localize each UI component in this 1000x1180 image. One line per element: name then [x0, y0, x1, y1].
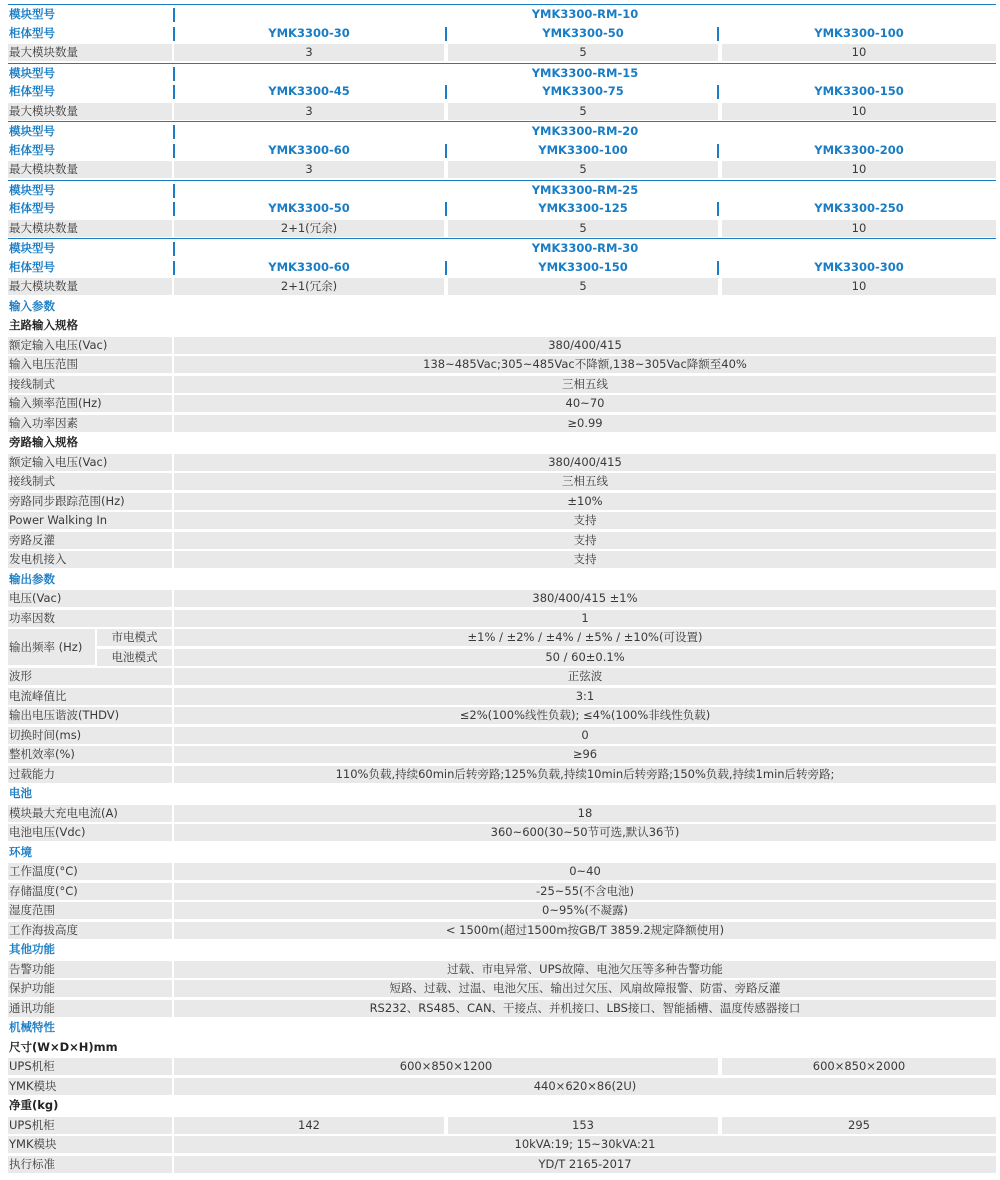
battery-value: 18 — [174, 805, 996, 822]
bypass-input-row — [8, 453, 996, 473]
main-input-subsection — [8, 316, 996, 336]
output-section-title: 输出参数 — [9, 571, 55, 586]
other-function-row — [8, 979, 996, 999]
output-row — [8, 687, 996, 707]
max-modules-value: 5 — [448, 103, 718, 120]
bypass-input-row — [8, 492, 996, 512]
cabinet-model-value: YMK3300-100 — [814, 25, 904, 40]
output-value: 110%负载,持续60min后转旁路;125%负载,持续10min后转旁路;150%负载,持续1min后转旁路; — [174, 766, 996, 783]
column-divider — [717, 202, 719, 216]
module-model-value: YMK3300-RM-15 — [531, 65, 639, 80]
output-row — [8, 706, 996, 726]
bypass-input-row — [8, 511, 996, 531]
other-section — [8, 940, 996, 960]
cabinet-model-value: YMK3300-100 — [538, 142, 628, 157]
cabinet-model-row — [8, 199, 996, 219]
column-divider — [717, 27, 719, 41]
output-frequency-label: 输出频率 (Hz) — [8, 629, 95, 665]
module-model-value: YMK3300-RM-10 — [531, 7, 639, 21]
max-modules-value: 10 — [722, 44, 996, 61]
output-section — [8, 570, 996, 590]
main-input-label: 输入电压范围 — [8, 356, 172, 373]
max-modules-label: 最大模块数量 — [8, 44, 172, 61]
weight-ups-value: 153 — [448, 1117, 718, 1134]
main-input-label: 输入功率因素 — [8, 415, 172, 432]
output-row — [8, 609, 996, 629]
output-label: 输出电压谐波(THDV) — [8, 707, 172, 724]
mains-mode-value: ±1% / ±2% / ±4% / ±5% / ±10%(可设置) — [174, 629, 996, 646]
cabinet-model-value: YMK3300-150 — [538, 259, 628, 274]
bypass-input-value: 支持 — [174, 551, 996, 568]
output-value: 0 — [174, 727, 996, 744]
column-divider — [173, 242, 175, 256]
column-divider — [173, 8, 175, 22]
cabinet-model-value: YMK3300-125 — [538, 201, 628, 215]
bypass-input-subsection-title: 旁路输入规格 — [9, 435, 78, 449]
module-model-value: YMK3300-RM-25 — [531, 182, 639, 197]
main-input-subsection-title: 主路输入规格 — [9, 318, 78, 332]
battery-row — [8, 823, 996, 843]
bypass-input-row — [8, 472, 996, 492]
column-divider — [173, 261, 175, 275]
bypass-input-value: 380/400/415 — [174, 454, 996, 471]
max-modules-label: 最大模块数量 — [8, 161, 172, 178]
environment-row — [8, 862, 996, 882]
mechanical-section-title: 机械特性 — [9, 1020, 55, 1034]
output-label: 功率因数 — [8, 610, 172, 627]
other-function-label: 通讯功能 — [8, 1000, 172, 1017]
weight-ups-label: UPS机柜 — [8, 1117, 172, 1134]
main-input-value: ≥0.99 — [174, 415, 996, 432]
output-frequency-row — [8, 628, 996, 654]
max-modules-label: 最大模块数量 — [8, 278, 172, 295]
max-modules-value: 3 — [174, 103, 444, 120]
weight-module-label: YMK模块 — [8, 1136, 172, 1153]
max-modules-row — [8, 219, 996, 239]
environment-row — [8, 882, 996, 902]
output-label: 切换时间(ms) — [8, 727, 172, 744]
size-ups-label: UPS机柜 — [8, 1058, 172, 1075]
column-divider — [173, 125, 175, 139]
weight-ups-row — [8, 1116, 996, 1136]
max-modules-value: 3 — [174, 44, 444, 61]
bypass-input-value: 支持 — [174, 512, 996, 529]
cabinet-model-value: YMK3300-50 — [542, 25, 624, 40]
module-model-row — [8, 63, 996, 83]
output-label: 电压(Vac) — [8, 590, 172, 607]
main-input-label: 输入频率范围(Hz) — [8, 395, 172, 412]
column-divider — [445, 85, 447, 99]
size-module-label: YMK模块 — [8, 1078, 172, 1095]
column-divider — [173, 144, 175, 158]
output-label: 波形 — [8, 668, 172, 685]
max-modules-value: 10 — [722, 278, 996, 295]
cabinet-model-value: YMK3300-30 — [268, 25, 350, 40]
output-row — [8, 745, 996, 765]
size-subsection — [8, 1038, 996, 1058]
size-ups-row — [8, 1057, 996, 1077]
max-modules-value: 2+1(冗余) — [174, 220, 444, 237]
size-ups-value: 600×850×2000 — [722, 1058, 996, 1075]
weight-ups-value: 295 — [722, 1117, 996, 1134]
module-model-label: 模块型号 — [9, 241, 55, 255]
max-modules-label: 最大模块数量 — [8, 220, 172, 237]
output-label: 电流峰值比 — [8, 688, 172, 705]
other-function-label: 告警功能 — [8, 961, 172, 978]
module-model-label: 模块型号 — [9, 124, 55, 138]
bypass-input-label: 旁路同步跟踪范围(Hz) — [8, 493, 172, 510]
column-divider — [173, 85, 175, 99]
main-input-value: 380/400/415 — [174, 337, 996, 354]
max-modules-value: 10 — [722, 220, 996, 237]
main-input-row — [8, 394, 996, 414]
size-subsection-title: 尺寸(W×D×H)mm — [9, 1039, 118, 1054]
environment-section — [8, 843, 996, 863]
column-divider — [717, 144, 719, 158]
output-label: 整机效率(%) — [8, 746, 172, 763]
output-row — [8, 589, 996, 609]
max-modules-value: 3 — [174, 161, 444, 178]
standard-row — [8, 1155, 996, 1175]
cabinet-model-row — [8, 24, 996, 44]
column-divider — [173, 27, 175, 41]
max-modules-value: 10 — [722, 103, 996, 120]
battery-section — [8, 784, 996, 804]
size-module-value: 440×620×86(2U) — [174, 1078, 996, 1095]
max-modules-row — [8, 43, 996, 63]
module-model-row — [8, 4, 996, 24]
module-model-label: 模块型号 — [9, 7, 55, 21]
main-input-row — [8, 414, 996, 434]
spec-table — [8, 0, 996, 1174]
module-model-value: YMK3300-RM-20 — [531, 124, 639, 138]
module-model-row — [8, 180, 996, 200]
environment-section-title: 环境 — [9, 844, 32, 859]
max-modules-row — [8, 277, 996, 297]
environment-row — [8, 921, 996, 941]
battery-mode-value: 50 / 60±0.1% — [174, 649, 996, 666]
weight-subsection — [8, 1096, 996, 1116]
standard-label: 执行标准 — [8, 1156, 172, 1173]
environment-label: 工作海拔高度 — [8, 922, 172, 939]
weight-subsection-title: 净重(kg) — [9, 1098, 59, 1112]
environment-value: < 1500m(超过1500m按GB/T 3859.2规定降额使用) — [174, 922, 996, 939]
output-value: ≥96 — [174, 746, 996, 763]
max-modules-row — [8, 102, 996, 122]
input-section — [8, 297, 996, 317]
output-row — [8, 726, 996, 746]
cabinet-model-row — [8, 141, 996, 161]
output-value: 380/400/415 ±1% — [174, 590, 996, 607]
cabinet-model-value: YMK3300-300 — [814, 259, 904, 274]
main-input-label: 接线制式 — [8, 376, 172, 393]
cabinet-model-label: 柜体型号 — [9, 142, 55, 157]
max-modules-row — [8, 160, 996, 180]
environment-label: 存储温度(°C) — [8, 883, 172, 900]
max-modules-value: 2+1(冗余) — [174, 278, 444, 295]
module-model-label: 模块型号 — [9, 182, 55, 197]
column-divider — [445, 202, 447, 216]
bypass-input-label: 发电机接入 — [8, 551, 172, 568]
environment-label: 湿度范围 — [8, 902, 172, 919]
weight-ups-value: 142 — [174, 1117, 444, 1134]
main-input-label: 额定输入电压(Vac) — [8, 337, 172, 354]
mechanical-section — [8, 1018, 996, 1038]
weight-module-row — [8, 1135, 996, 1155]
cabinet-model-label: 柜体型号 — [9, 84, 55, 98]
bypass-input-label: 旁路反灌 — [8, 532, 172, 549]
output-frequency-row — [8, 648, 996, 668]
bypass-input-label: Power Walking In — [8, 512, 172, 529]
max-modules-value: 10 — [722, 161, 996, 178]
main-input-row — [8, 336, 996, 356]
environment-row — [8, 901, 996, 921]
bypass-input-subsection — [8, 433, 996, 453]
bypass-input-row — [8, 550, 996, 570]
main-input-row — [8, 375, 996, 395]
max-modules-value: 5 — [448, 161, 718, 178]
other-function-label: 保护功能 — [8, 980, 172, 997]
column-divider — [717, 85, 719, 99]
max-modules-label: 最大模块数量 — [8, 103, 172, 120]
column-divider — [173, 202, 175, 216]
output-value: 3:1 — [174, 688, 996, 705]
environment-label: 工作温度(°C) — [8, 863, 172, 880]
cabinet-model-value: YMK3300-75 — [542, 84, 624, 98]
other-function-row — [8, 999, 996, 1019]
other-function-value: RS232、RS485、CAN、干接点、并机接口、LBS接口、智能插槽、温度传感器接口 — [174, 1000, 996, 1017]
max-modules-value: 5 — [448, 220, 718, 237]
cabinet-model-row — [8, 258, 996, 278]
output-value: 1 — [174, 610, 996, 627]
cabinet-model-value: YMK3300-200 — [814, 142, 904, 157]
weight-module-value: 10kVA:19; 15~30kVA:21 — [174, 1136, 996, 1153]
other-function-value: 过载、市电异常、UPS故障、电池欠压等多种告警功能 — [174, 961, 996, 978]
battery-label: 模块最大充电电流(A) — [8, 805, 172, 822]
other-section-title: 其他功能 — [9, 942, 55, 956]
battery-value: 360~600(30~50节可选,默认36节) — [174, 824, 996, 841]
bypass-input-value: 三相五线 — [174, 473, 996, 490]
output-label: 过载能力 — [8, 766, 172, 783]
battery-label: 电池电压(Vdc) — [8, 824, 172, 841]
bypass-input-label: 额定输入电压(Vac) — [8, 454, 172, 471]
output-row — [8, 765, 996, 785]
size-module-row — [8, 1077, 996, 1097]
module-model-row — [8, 238, 996, 258]
other-function-row — [8, 960, 996, 980]
battery-row — [8, 804, 996, 824]
cabinet-model-label: 柜体型号 — [9, 259, 55, 274]
column-divider — [445, 144, 447, 158]
standard-value: YD/T 2165-2017 — [174, 1156, 996, 1173]
main-input-value: 138~485Vac;305~485Vac不降额,138~305Vac降额至40% — [174, 356, 996, 373]
output-value: 正弦波 — [174, 668, 996, 685]
module-model-label: 模块型号 — [9, 65, 55, 80]
output-value: ≤2%(100%线性负载); ≤4%(100%非线性负载) — [174, 707, 996, 724]
bypass-input-value: 支持 — [174, 532, 996, 549]
cabinet-model-value: YMK3300-60 — [268, 142, 350, 157]
cabinet-model-label: 柜体型号 — [9, 201, 55, 215]
cabinet-model-label: 柜体型号 — [9, 25, 55, 40]
bypass-input-label: 接线制式 — [8, 473, 172, 490]
main-input-value: 40~70 — [174, 395, 996, 412]
module-model-value: YMK3300-RM-30 — [531, 241, 639, 255]
environment-value: 0~40 — [174, 863, 996, 880]
cabinet-model-value: YMK3300-150 — [814, 84, 904, 98]
input-section-title: 输入参数 — [9, 298, 55, 313]
main-input-row — [8, 355, 996, 375]
cabinet-model-row — [8, 82, 996, 102]
column-divider — [445, 27, 447, 41]
column-divider — [173, 67, 175, 81]
environment-value: 0~95%(不凝露) — [174, 902, 996, 919]
main-input-value: 三相五线 — [174, 376, 996, 393]
column-divider — [445, 261, 447, 275]
cabinet-model-value: YMK3300-250 — [814, 201, 904, 215]
max-modules-value: 5 — [448, 44, 718, 61]
environment-value: -25~55(不含电池) — [174, 883, 996, 900]
max-modules-value: 5 — [448, 278, 718, 295]
cabinet-model-value: YMK3300-50 — [268, 201, 350, 215]
output-row — [8, 667, 996, 687]
cabinet-model-value: YMK3300-45 — [268, 84, 350, 98]
cabinet-model-value: YMK3300-60 — [268, 259, 350, 274]
column-divider — [717, 261, 719, 275]
battery-mode-label: 电池模式 — [97, 649, 172, 666]
bypass-input-value: ±10% — [174, 493, 996, 510]
column-divider — [173, 184, 175, 198]
battery-section-title: 电池 — [9, 786, 32, 800]
mains-mode-label: 市电模式 — [97, 629, 172, 646]
module-model-row — [8, 121, 996, 141]
bypass-input-row — [8, 531, 996, 551]
size-ups-value: 600×850×1200 — [174, 1058, 718, 1075]
other-function-value: 短路、过载、过温、电池欠压、输出过欠压、风扇故障报警、防雷、旁路反灌 — [174, 980, 996, 997]
